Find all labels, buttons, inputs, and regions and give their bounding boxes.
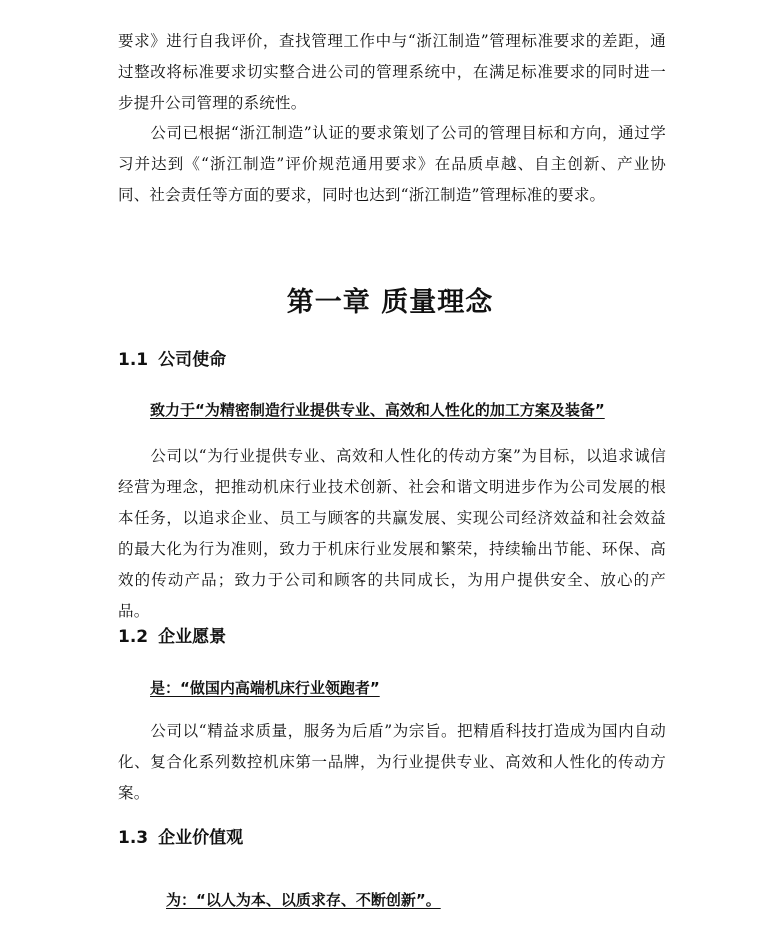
section-title: 企业价值观 (158, 828, 244, 848)
values-statement: 为：“以人为本、以质求存、不断创新”。 (166, 891, 441, 909)
mission-statement: 致力于“为精密制造行业提供专业、高效和人性化的加工方案及装备” (150, 401, 605, 419)
chapter-title: 第一章 质量理念 (286, 287, 494, 318)
section-number: 1.2 (118, 627, 149, 647)
vision-paragraph-text: 公司以“精益求质量，服务为后盾”为宗旨。把精盾科技打造成为国内自动化、复合化系列数控机床第一品牌，为行业提供专业、高效和人性化的传动方案。 (118, 722, 666, 802)
section-number: 1.3 (118, 828, 149, 848)
section-heading-1-2 (118, 622, 226, 647)
section-title: 公司使命 (158, 350, 227, 370)
intro-paragraph-2-text: 公司已根据“浙江制造”认证的要求策划了公司的管理目标和方向，通过学习并达到《“浙江制造”评价规范通用要求》在品质卓越、自主创新、产业协同、社会责任等方面的要求，同时也达到“浙江制造”管理标准的要求。 (118, 124, 666, 204)
section-heading-1-3 (118, 823, 243, 848)
mission-paragraph (118, 441, 666, 627)
intro-paragraph-1: 要求》进行自我评价，查找管理工作中与“浙江制造”管理标准要求的差距，通过整改将标准要求切实整合进公司的管理系统中，在满足标准要求的同时进一步提升公司管理的系统性。 (118, 32, 666, 112)
section-heading-1-1 (118, 345, 226, 370)
vision-paragraph (118, 716, 666, 809)
mission-paragraph-text: 公司以“为行业提供专业、高效和人性化的传动方案”为目标，以追求诚信经营为理念，把推动机床行业技术创新、社会和谐文明进步作为公司发展的根本任务，以追求企业、员工与顾客的共赢发展、实现公司经济效益和社会效益的最大化为行为准则，致力于机床行业发展和繁荣，持续输出节能、环保、高效的传动产品；致力于公司和顾客的共同成长，为用户提供安全、放心的产品。 (118, 447, 666, 620)
section-number: 1.1 (118, 350, 149, 370)
vision-statement: 是：“做国内高端机床行业领跑者” (150, 679, 380, 697)
section-title: 企业愿景 (158, 627, 227, 647)
intro-paragraph-2 (118, 118, 666, 211)
